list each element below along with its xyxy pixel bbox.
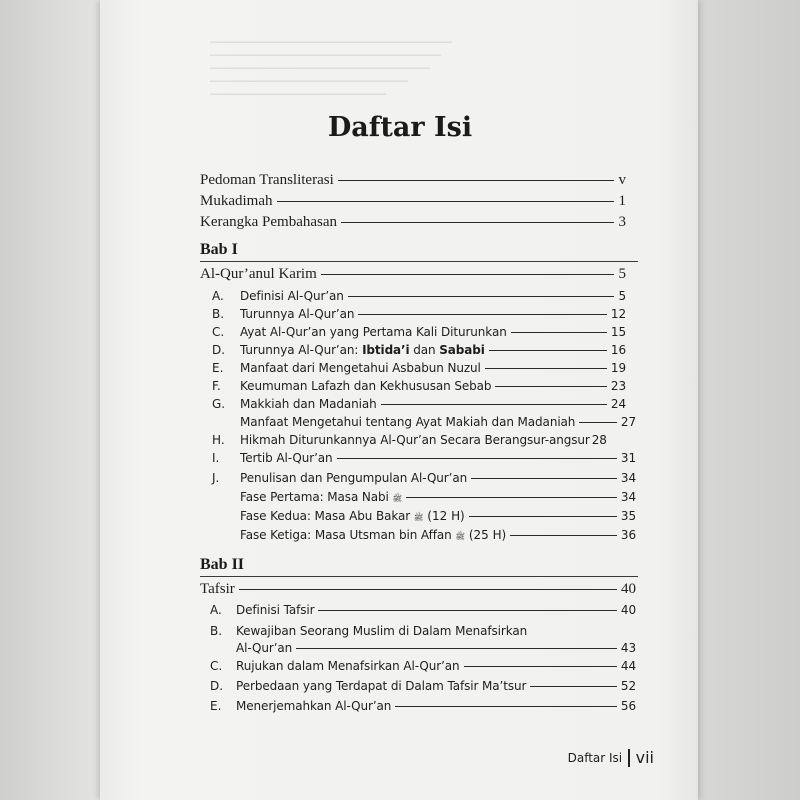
toc-entry[interactable] [240, 397, 626, 411]
item-letter: A. [212, 289, 224, 303]
leader-line [395, 706, 617, 707]
entry-label [240, 490, 402, 505]
entry-label: Menerjemahkan Al-Qur’an [236, 699, 392, 713]
entry-page: 28 [591, 433, 607, 447]
bleed-through-text: —————————————————————— ————————————————————— ———————————————————— —————————————————— ———————————————— [210, 36, 452, 100]
label-part: Turunnya Al-Qur’an: [240, 343, 363, 357]
leader-line [337, 458, 617, 459]
leader-line [464, 666, 617, 667]
leader-line [348, 296, 614, 297]
toc-entry[interactable] [240, 343, 626, 357]
leader-line [485, 368, 607, 369]
leader-line [510, 535, 617, 536]
entry-page: 12 [610, 307, 626, 321]
entry-label: Definisi Tafsir [236, 603, 315, 617]
entry-page: 35 [620, 509, 636, 523]
entry-page: 52 [620, 679, 636, 693]
entry-page: 36 [620, 528, 636, 542]
entry-page: 15 [610, 325, 626, 339]
leader-line [358, 314, 607, 315]
label-bold-sababi: Sababi [439, 343, 485, 357]
item-letter: D. [210, 679, 224, 693]
chapter-label: Tafsir [200, 581, 235, 597]
entry-page: 44 [620, 659, 636, 673]
leader-line [495, 386, 606, 387]
honorific-glyph: ﷺ [392, 494, 403, 503]
entry-page: 19 [610, 361, 626, 375]
toc-chapter[interactable] [200, 266, 626, 283]
toc-entry[interactable] [240, 289, 626, 303]
footer-label: Daftar Isi [567, 750, 623, 765]
toc-subentry[interactable] [240, 490, 636, 505]
entry-page: v [618, 172, 626, 188]
item-letter: I. [212, 451, 220, 465]
leader-line [277, 201, 615, 202]
label-bold-ibtidai: Ibtida’i [362, 343, 410, 357]
item-letter: C. [210, 659, 223, 673]
entry-page: 5 [618, 289, 626, 303]
entry-label [240, 343, 485, 357]
toc-entry[interactable] [236, 699, 636, 713]
label-text: Fase Ketiga: Masa Utsman bin Affan [240, 528, 452, 542]
section-rule [200, 576, 638, 577]
entry-page: 16 [610, 343, 626, 357]
entry-page: 43 [620, 641, 636, 655]
page-footer [568, 748, 654, 767]
chapter-label: Al-Qur’anul Karim [200, 266, 317, 282]
label-suffix: (12 H) [427, 509, 465, 523]
leader-line [381, 404, 607, 405]
entry-label: Definisi Al-Qur’an [240, 289, 344, 303]
item-letter: J. [212, 471, 220, 485]
label-text: Fase Kedua: Masa Abu Bakar [240, 509, 411, 523]
entry-page: 27 [620, 415, 636, 429]
entry-page: 56 [620, 699, 636, 713]
toc-entry[interactable] [200, 193, 626, 210]
toc-entry[interactable] [240, 307, 626, 321]
chapter-page: 40 [621, 581, 636, 597]
item-letter: F. [212, 379, 221, 393]
leader-line [338, 180, 614, 181]
entry-label: Rujukan dalam Menafsirkan Al-Qur’an [236, 659, 460, 673]
leader-line [530, 686, 617, 687]
item-letter: B. [212, 307, 225, 321]
entry-label: Makkiah dan Madaniah [240, 397, 377, 411]
toc-subentry[interactable] [240, 528, 636, 543]
entry-label: Kerangka Pembahasan [200, 214, 338, 230]
leader-line [318, 610, 616, 611]
entry-label: Kewajiban Seorang Muslim di Dalam Menafsirkan [236, 624, 528, 638]
toc-entry[interactable] [240, 361, 626, 375]
leader-line [579, 422, 617, 423]
page-number: vii [635, 748, 654, 767]
item-letter: G. [212, 397, 226, 411]
toc-entry[interactable] [240, 325, 626, 339]
entry-page: 40 [620, 603, 636, 617]
footer-divider [628, 749, 630, 767]
entry-label: Turunnya Al-Qur’an [240, 307, 355, 321]
toc-subentry[interactable] [240, 509, 636, 524]
entry-label: Manfaat dari Mengetahui Asbabun Nuzul [240, 361, 481, 375]
entry-label: Ayat Al-Qur’an yang Pertama Kali Diturunkan [240, 325, 507, 339]
toc-entry[interactable] [240, 451, 636, 465]
label-text: Fase Pertama: Masa Nabi [240, 490, 389, 504]
toc-entry[interactable] [200, 172, 626, 189]
entry-page: 31 [620, 451, 636, 465]
toc-entry[interactable] [240, 433, 636, 447]
entry-label: Hikmah Diturunkannya Al-Qur’an Secara Berangsur-angsur [240, 433, 590, 447]
item-letter: B. [210, 624, 223, 638]
entry-label: Perbedaan yang Terdapat di Dalam Tafsir Ma’tsur [236, 679, 527, 693]
toc-entry[interactable] [236, 624, 636, 638]
entry-label [240, 528, 506, 543]
toc-entry[interactable] [200, 214, 626, 231]
honorific-glyph: ﷺ [455, 532, 466, 541]
bab-heading: Bab I [200, 241, 238, 258]
toc-entry[interactable] [236, 679, 636, 693]
leader-line [296, 648, 617, 649]
leader-line [469, 516, 617, 517]
leader-line [406, 497, 617, 498]
entry-label: Tertib Al-Qur’an [240, 451, 333, 465]
entry-label: Al-Qur’an [236, 641, 293, 655]
toc-subentry[interactable] [240, 415, 636, 429]
entry-label: Penulisan dan Pengumpulan Al-Qur’an [240, 471, 468, 485]
toc-chapter[interactable] [200, 581, 636, 598]
label-suffix: (25 H) [468, 528, 507, 542]
entry-page: 24 [610, 397, 626, 411]
section-rule [200, 261, 638, 262]
page-title: Daftar Isi [327, 112, 473, 143]
item-letter: C. [212, 325, 225, 339]
entry-page: 23 [610, 379, 626, 393]
toc-entry[interactable] [236, 659, 636, 673]
item-letter: E. [212, 361, 224, 375]
leader-line [239, 589, 617, 590]
leader-line [471, 478, 617, 479]
leader-line [321, 274, 614, 275]
entry-label: Keumuman Lafazh dan Kekhususan Sebab [240, 379, 492, 393]
entry-page: 34 [620, 490, 636, 504]
entry-label [240, 509, 465, 524]
item-letter: A. [210, 603, 222, 617]
entry-page: 1 [618, 193, 626, 209]
entry-label: Pedoman Transliterasi [200, 172, 334, 188]
item-letter: E. [210, 699, 222, 713]
leader-line [489, 350, 607, 351]
leader-line [341, 222, 614, 223]
toc-entry[interactable] [236, 603, 636, 617]
label-part: dan [409, 343, 440, 357]
honorific-glyph: ﷺ [413, 513, 424, 522]
toc-entry[interactable] [240, 379, 626, 393]
bab-heading: Bab II [200, 556, 245, 573]
entry-label: Mukadimah [200, 193, 273, 209]
item-letter: D. [212, 343, 226, 357]
entry-label: Manfaat Mengetahui tentang Ayat Makiah dan Madaniah [240, 415, 576, 429]
entry-page: 34 [620, 471, 636, 485]
toc-entry-continuation[interactable] [236, 641, 636, 655]
item-letter: H. [212, 433, 225, 447]
leader-line [511, 332, 607, 333]
toc-entry[interactable] [240, 471, 636, 485]
entry-page: 3 [618, 214, 626, 230]
chapter-page: 5 [618, 266, 626, 282]
